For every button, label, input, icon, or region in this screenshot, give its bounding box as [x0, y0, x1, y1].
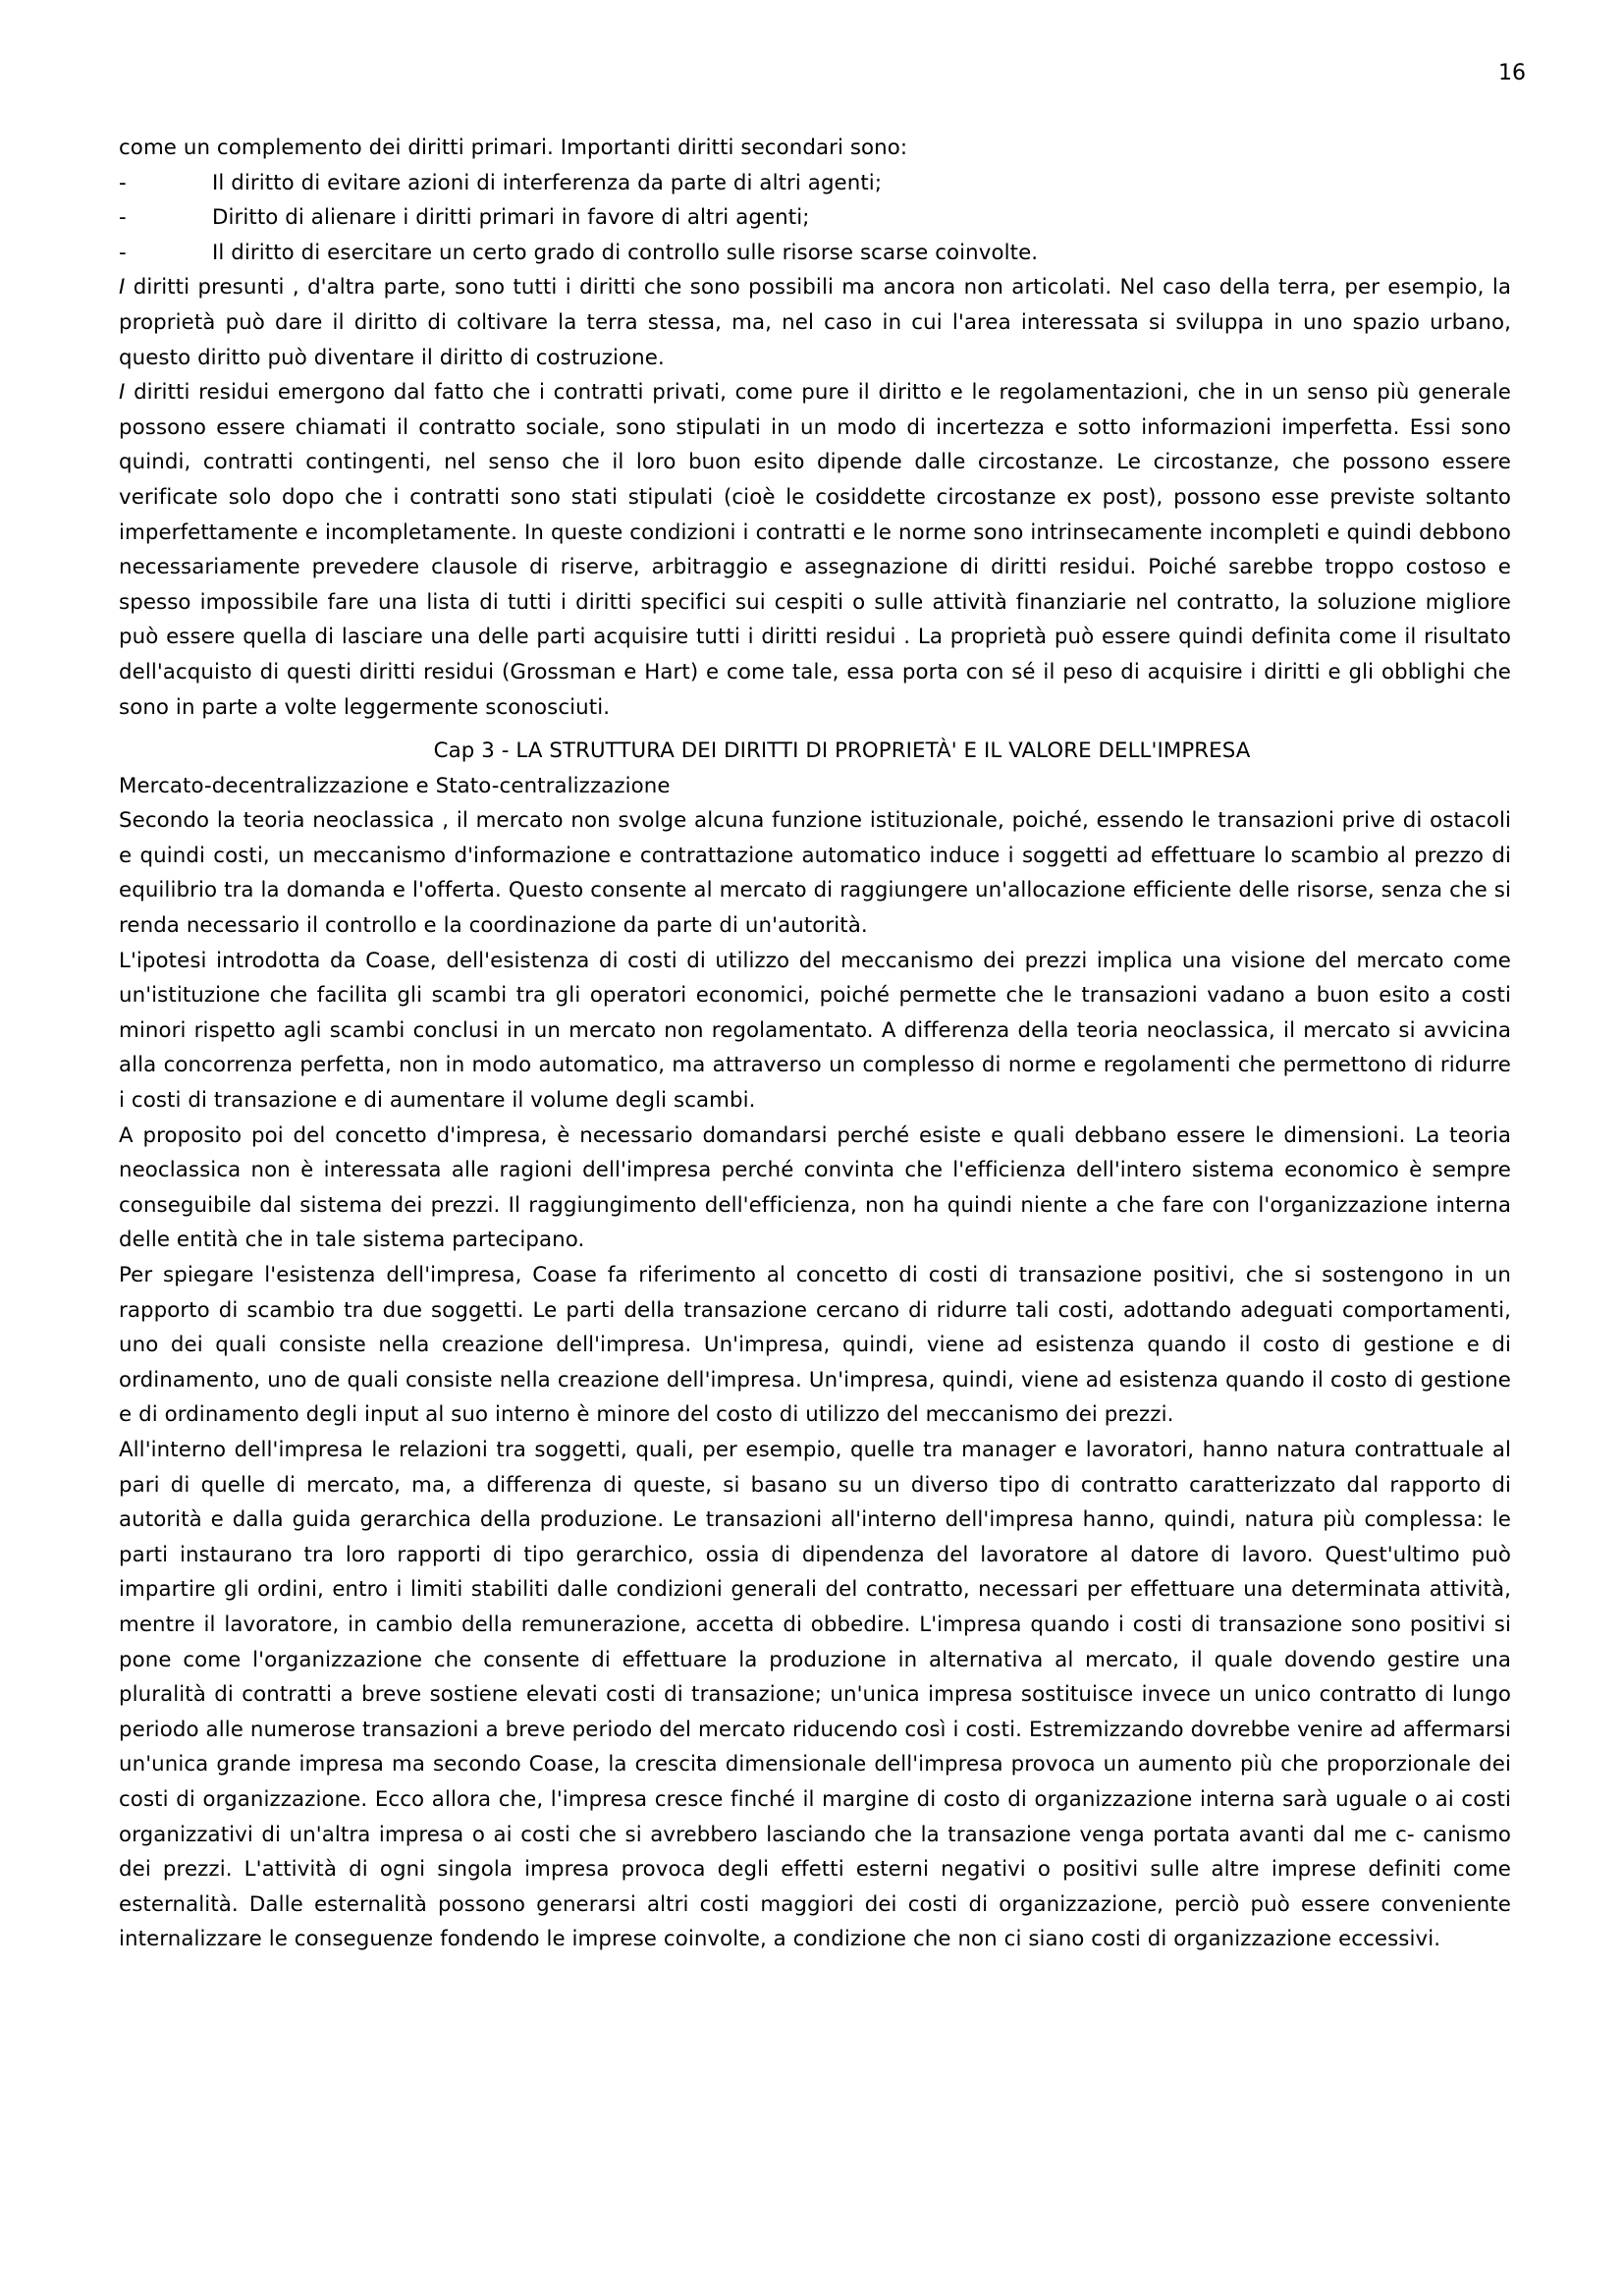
- paragraph-diritti-residui: [119, 375, 1511, 725]
- paragraph: All'interno dell'impresa le relazioni tra soggetti, quali, per esempio, quelle tra manager e lavoratori, hanno natura contrattuale al pari di quelle di mercato, ma, a differenza di queste, si basano su un diverso tipo di contratto caratterizzato dal rapporto di autorità e dalla guida gerarchica della produzione. Le transazioni all'interno dell'impresa hanno, quindi, natura più complessa: le parti instaurano tra loro rapporti di tipo gerarchico, ossia di dipendenza del lavoratore al datore di lavoro. Quest'ultimo può impartire gli ordini, entro i limiti stabiliti dalle condizioni generali del contratto, necessari per effettuare una determinata attività, mentre il lavoratore, in cambio della remunerazione, accetta di obbedire. L'impresa quando i costi di transazione sono positivi si pone come l'organizzazione che consente di effettuare la produzione in alternativa al mercato, il quale dovendo gestire una pluralità di contratti a breve sostiene elevati costi di transazione; un'unica impresa sostituisce invece un unico contratto di lungo periodo alle numerose transazioni a breve periodo del mercato riducendo così i costi. Estremizzando dovrebbe venire ad affermarsi un'unica grande impresa ma secondo Coase, la crescita dimensionale dell'impresa provoca un aumento più che proporzionale dei costi di organizzazione. Ecco allora che, l'impresa cresce finché il margine di costo di organizzazione interna sarà uguale o ai costi organizzativi di un'altra impresa o ai costi che si avrebbero lasciando che la transazione venga portata avanti dal me c- canismo dei prezzi. L'attività di ogni singola impresa provoca degli effetti esterni negativi o positivi sulle altre imprese definiti come esternalità. Dalle esternalità possono generarsi altri costi maggiori dei costi di organizzazione, perciò può essere conveniente internalizzare le conseguenze fondendo le imprese coinvolte, a condizione che non ci siano costi di organizzazione eccessivi.: [119, 1437, 1511, 1952]
- intro-line: come un complemento dei diritti primari. Importanti diritti secondari sono:: [119, 136, 908, 160]
- document-body: [119, 131, 1511, 1957]
- list-item: [119, 236, 1511, 271]
- list-marker: -: [119, 240, 127, 265]
- paragraph-text: diritti presunti , d'altra parte, sono tutti i diritti che sono possibili ma ancora non articolati. Nel caso della terra, per esempio, la proprietà può dare il diritto di coltivare la terra stessa, ma, nel caso in cui l'area interessata si sviluppa in uno spazio urbano, questo diritto può diventare il diritto di costruzione.: [119, 275, 1511, 370]
- list-item-text: Diritto di alienare i diritti primari in favore di altri agenti;: [212, 205, 810, 231]
- chapter-title: Cap 3 - LA STRUTTURA DEI DIRITTI DI PROPRIETÀ' E IL VALORE DELL'IMPRESA: [433, 738, 1251, 764]
- section-title: Mercato-decentralizzazione e Stato-centralizzazione: [119, 773, 671, 798]
- paragraph-lead: I: [119, 380, 126, 406]
- paragraph-diritti-presunti: [119, 270, 1511, 375]
- list-item: [119, 166, 1511, 201]
- paragraph-lead: I: [119, 275, 126, 301]
- paragraph: A proposito poi del concetto d'impresa, è necessario domandarsi perché esiste e quali debbano essere le dimensioni. La teoria neoclassica non è interessata alle ragioni dell'impresa perché convinta che l'efficienza dell'intero sistema economico è sempre conseguibile dal sistema dei prezzi. Il raggiungimento dell'efficienza, non ha quindi niente a che fare con l'organizzazione interna delle entità che in tale sistema partecipano.: [119, 1122, 1511, 1253]
- paragraph: L'ipotesi introdotta da Coase, dell'esistenza di costi di utilizzo del meccanismo dei prezzi implica una visione del mercato come un'istituzione che facilita gli scambi tra gli operatori economici, poiché permette che le transazioni vadano a buon esito a costi minori rispetto agli scambi conclusi in un mercato non regolamentato. A differenza della teoria neoclassica, il mercato si avvicina alla concorrenza perfetta, non in modo automatico, ma attraverso un complesso di norme e regolamenti che permettono di ridurre i costi di transazione e di aumentare il volume degli scambi.: [119, 948, 1511, 1114]
- list-marker: -: [119, 205, 127, 231]
- paragraph: Per spiegare l'esistenza dell'impresa, Coase fa riferimento al concetto di costi di transazione positivi, che si sostengono in un rapporto di scambio tra due soggetti. Le parti della transazione cercano di ridurre tali costi, adottando adeguati comportamenti, uno dei quali consiste nella creazione dell'impresa. Un'impresa, quindi, viene ad esistenza quando il costo di gestione e di ordinamento, uno de quali consiste nella creazione dell'impresa. Un'impresa, quindi, viene ad esistenza quando il costo di gestione e di ordinamento degli input al suo interno è minore del costo di utilizzo del meccanismo dei prezzi.: [119, 1263, 1511, 1428]
- page-number: 16: [1498, 61, 1526, 85]
- paragraph-text: diritti residui emergono dal fatto che i contratti privati, come pure il diritto e le regolamentazioni, che in un senso più generale possono essere chiamati il contratto sociale, sono stipulati in un modo di incertezza e sotto informazioni imperfetta. Essi sono quindi, contratti contingenti, nel senso che il loro buon esito dipende dalle circostanze. Le circostanze, che possono essere verificate solo dopo che i contratti sono stati stipulati (cioè le cosiddette circostanze ex post), possono esse previste soltanto imperfettamente e incompletamente. In queste condizioni i contratti e le norme sono intrinsecamente incompleti e quindi debbono necessariamente prevedere clausole di riserve, arbitraggio e assegnazione di diritti residui. Poiché sarebbe troppo costoso e spesso impossibile fare una lista di tutti i diritti specifici sui cespiti o sulle attività finanziarie nel contratto, la soluzione migliore può essere quella di lasciare una delle parti acquisire tutti i diritti residui . La proprietà può essere quindi definita come il risultato dell'acquisto di questi diritti residui (Grossman e Hart) e come tale, essa porta con sé il peso di acquisire i diritti e gli obblighi che sono in parte a volte leggermente sconosciuti.: [119, 380, 1511, 720]
- list-item: [119, 200, 1511, 236]
- list-item-text: Il diritto di esercitare un certo grado di controllo sulle risorse scarse coinvolte.: [212, 240, 1039, 265]
- paragraph: Secondo la teoria neoclassica , il mercato non svolge alcuna funzione istituzionale, poiché, essendo le transazioni prive di ostacoli e quindi costi, un meccanismo d'informazione e contrattazione automatico induce i soggetti ad effettuare lo scambio al prezzo di equilibrio tra la domanda e l'offerta. Questo consente al mercato di raggiungere un'allocazione efficiente delle risorse, senza che si renda necessario il controllo e la coordinazione da parte di un'autorità.: [119, 808, 1511, 939]
- list-item-text: Il diritto di evitare azioni di interferenza da parte di altri agenti;: [212, 170, 883, 195]
- list-marker: -: [119, 170, 127, 195]
